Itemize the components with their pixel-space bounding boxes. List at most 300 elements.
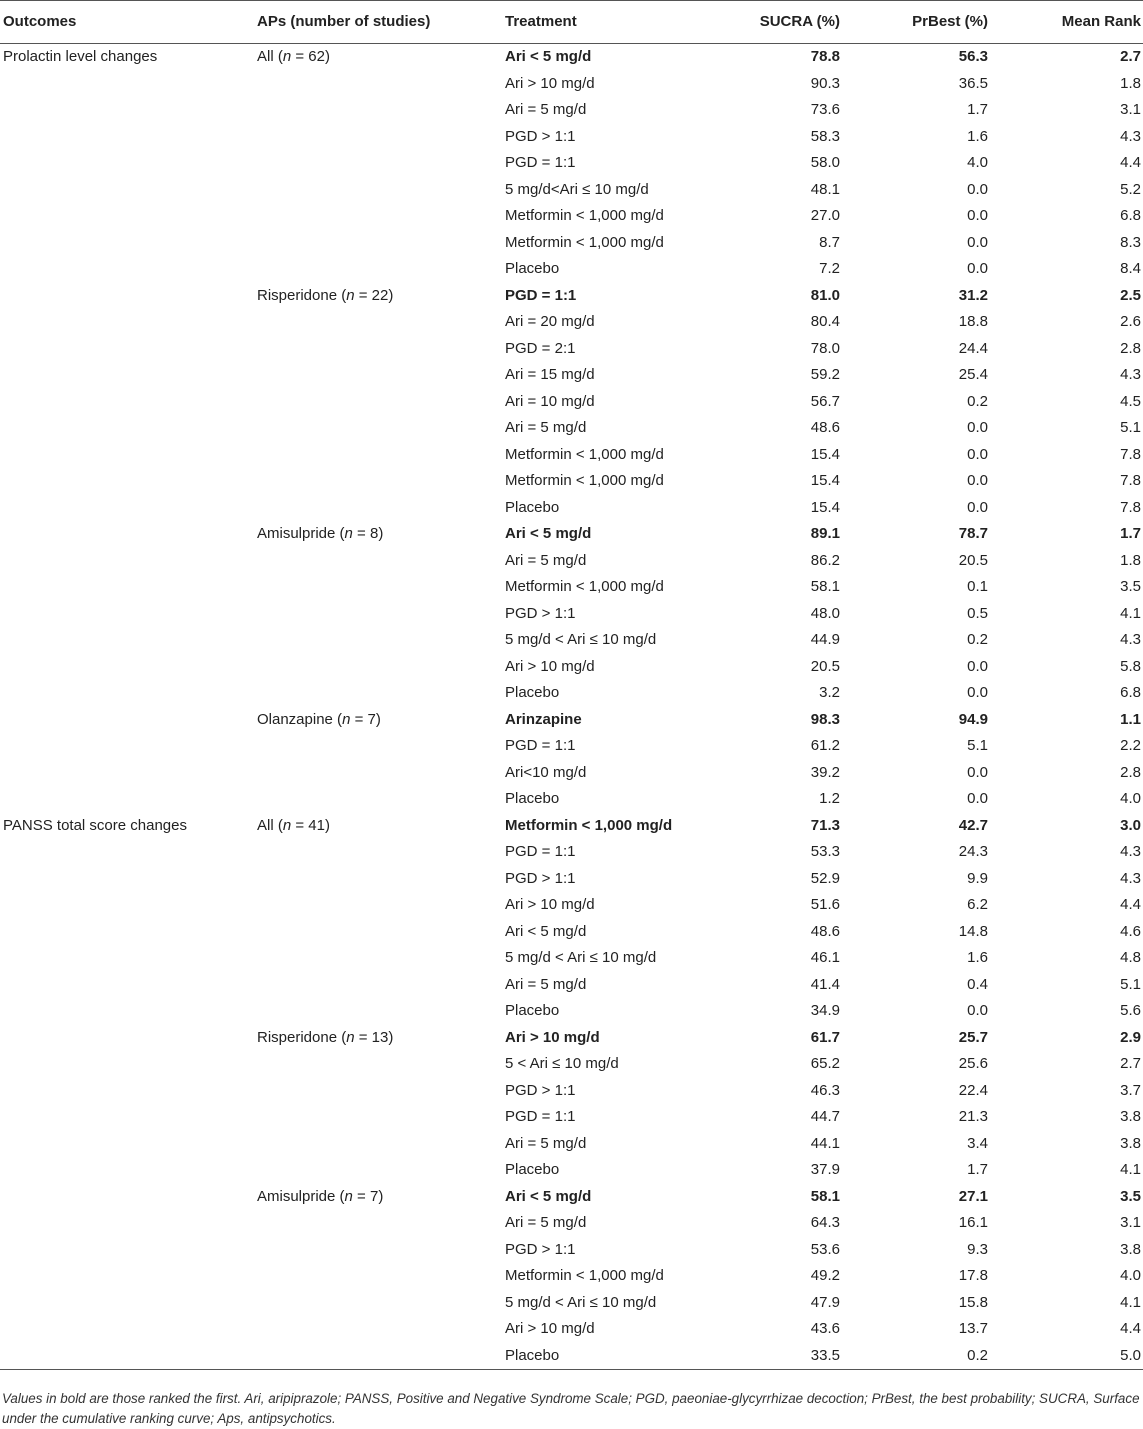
outcome-cell xyxy=(0,521,257,548)
prbest-cell: 14.8 xyxy=(958,922,988,940)
table-row xyxy=(0,150,1143,177)
prbest-cell: 0.5 xyxy=(967,604,988,622)
table-row xyxy=(0,945,1143,972)
sucra-cell: 58.1 xyxy=(810,1187,840,1205)
header-sucra: SUCRA (%) xyxy=(710,1,840,44)
ap-study-count: 22 xyxy=(371,286,389,304)
outcome-cell xyxy=(0,1078,257,1105)
table-body xyxy=(0,44,1143,1370)
ap-study-count: 13 xyxy=(371,1028,389,1046)
treatment-cell: Placebo xyxy=(505,1343,710,1370)
mean-rank-cell: 4.3 xyxy=(1120,843,1141,860)
table-row xyxy=(0,892,1143,919)
mean-rank-cell: 1.1 xyxy=(1120,710,1141,728)
treatment-cell: Metformin < 1,000 mg/d xyxy=(505,472,664,489)
ap-cell xyxy=(257,150,505,177)
prbest-cell: 15.8 xyxy=(958,1293,988,1311)
mean-rank-cell: 2.7 xyxy=(1120,1055,1141,1072)
ap-cell: Risperidone (n = 22) xyxy=(257,286,394,304)
ap-cell: All (n = 41) xyxy=(257,816,330,834)
mean-rank-cell: 2.6 xyxy=(1120,313,1141,330)
treatment-cell: Ari = 5 mg/d xyxy=(505,1134,587,1152)
treatment-cell: Ari = 20 mg/d xyxy=(505,313,595,330)
prbest-cell: 17.8 xyxy=(958,1267,988,1284)
outcome-cell xyxy=(0,442,257,469)
table-row xyxy=(0,601,1143,628)
table-row xyxy=(0,627,1143,654)
treatment-cell: Ari < 5 mg/d xyxy=(505,1187,592,1205)
prbest-cell: 1.6 xyxy=(967,949,988,966)
ap-study-count: 7 xyxy=(367,710,376,728)
treatment-cell: Ari = 5 mg/d xyxy=(505,551,587,569)
ap-name: All xyxy=(257,48,274,65)
treatment-cell: PGD = 1:1 xyxy=(505,737,576,754)
prbest-cell: 31.2 xyxy=(958,286,988,304)
sucra-cell: 56.7 xyxy=(810,392,840,410)
treatment-cell: PGD = 1:1 xyxy=(505,286,577,304)
ap-name: Olanzapine xyxy=(257,710,333,728)
treatment-cell: Placebo xyxy=(505,1002,560,1019)
table-row xyxy=(0,203,1143,230)
table-row xyxy=(0,256,1143,283)
prbest-cell: 9.3 xyxy=(967,1240,988,1258)
prbest-cell: 1.7 xyxy=(967,101,988,118)
ap-study-count: 62 xyxy=(308,48,325,65)
outcome-cell xyxy=(0,150,257,177)
treatment-cell: PGD = 1:1 xyxy=(505,843,576,860)
mean-rank-cell: 4.6 xyxy=(1120,922,1141,940)
prbest-cell: 24.4 xyxy=(958,339,988,357)
ap-cell xyxy=(257,627,505,654)
treatment-cell: Metformin < 1,000 mg/d xyxy=(505,816,673,834)
outcome-cell xyxy=(0,283,257,310)
sucra-cell: 15.4 xyxy=(810,472,840,489)
outcome-cell xyxy=(0,256,257,283)
prbest-cell: 36.5 xyxy=(958,74,988,92)
treatment-cell: Ari = 5 mg/d xyxy=(505,419,587,436)
sucra-cell: 48.6 xyxy=(810,419,840,436)
ap-cell xyxy=(257,1078,505,1105)
outcome-cell xyxy=(0,733,257,760)
treatment-cell: Placebo xyxy=(505,684,560,701)
table-row xyxy=(0,1104,1143,1131)
sucra-cell: 1.2 xyxy=(819,790,840,807)
sucra-cell: 48.0 xyxy=(810,604,840,622)
prbest-cell: 0.0 xyxy=(967,472,988,489)
prbest-cell: 0.0 xyxy=(967,1002,988,1019)
outcome-cell xyxy=(0,1290,257,1317)
sucra-cell: 15.4 xyxy=(810,445,840,463)
sucra-cell: 7.2 xyxy=(819,260,840,277)
prbest-cell: 1.7 xyxy=(967,1161,988,1178)
table-row xyxy=(0,283,1143,310)
table-row xyxy=(0,1184,1143,1211)
ap-cell xyxy=(257,654,505,681)
prbest-cell: 0.0 xyxy=(967,498,988,516)
ap-cell xyxy=(257,97,505,124)
mean-rank-cell: 4.4 xyxy=(1120,154,1141,171)
prbest-cell: 0.2 xyxy=(967,631,988,648)
prbest-cell: 25.4 xyxy=(958,366,988,383)
mean-rank-cell: 4.8 xyxy=(1120,949,1141,966)
treatment-cell: PGD = 1:1 xyxy=(505,154,576,171)
mean-rank-cell: 8.3 xyxy=(1120,233,1141,251)
sucra-cell: 52.9 xyxy=(810,869,840,887)
ap-cell: Amisulpride (n = 7) xyxy=(257,1187,384,1205)
prbest-cell: 1.6 xyxy=(967,127,988,145)
table-row xyxy=(0,44,1143,71)
table-row xyxy=(0,1131,1143,1158)
prbest-cell: 0.0 xyxy=(967,260,988,277)
outcome-cell xyxy=(0,177,257,204)
table-row xyxy=(0,124,1143,151)
treatment-cell: Ari = 5 mg/d xyxy=(505,975,587,993)
prbest-cell: 3.4 xyxy=(967,1134,988,1152)
outcome-cell xyxy=(0,760,257,787)
table-row xyxy=(0,389,1143,416)
ap-cell xyxy=(257,760,505,787)
table-row xyxy=(0,362,1143,389)
ap-name: Risperidone xyxy=(257,1028,338,1046)
sucra-cell: 44.1 xyxy=(810,1134,840,1152)
treatment-cell: 5 mg/d < Ari ≤ 10 mg/d xyxy=(505,949,657,966)
ap-cell xyxy=(257,1157,505,1184)
outcome-cell xyxy=(0,71,257,98)
table-row xyxy=(0,442,1143,469)
ap-cell xyxy=(257,919,505,946)
table-row xyxy=(0,813,1143,840)
mean-rank-cell: 7.8 xyxy=(1120,445,1141,463)
sucra-cell: 43.6 xyxy=(810,1320,840,1337)
treatment-cell: PGD = 1:1 xyxy=(505,1108,576,1125)
mean-rank-cell: 1.8 xyxy=(1120,551,1141,569)
table-row xyxy=(0,309,1143,336)
ap-cell xyxy=(257,256,505,283)
mean-rank-cell: 4.3 xyxy=(1120,127,1141,145)
prbest-cell: 27.1 xyxy=(958,1187,988,1205)
outcome-cell xyxy=(0,97,257,124)
mean-rank-cell: 5.1 xyxy=(1120,419,1141,436)
sucra-cell: 47.9 xyxy=(810,1293,840,1311)
outcome-cell xyxy=(0,495,257,522)
sucra-cell: 44.9 xyxy=(810,631,840,648)
prbest-cell: 0.0 xyxy=(967,445,988,463)
mean-rank-cell: 3.5 xyxy=(1120,578,1141,595)
outcome-cell xyxy=(0,707,257,734)
mean-rank-cell: 2.8 xyxy=(1120,763,1141,781)
ap-study-count: 41 xyxy=(308,816,325,834)
header-row xyxy=(0,1,1143,44)
outcome-cell xyxy=(0,1316,257,1343)
outcome-cell xyxy=(0,468,257,495)
ap-cell xyxy=(257,362,505,389)
table-row xyxy=(0,1316,1143,1343)
table-row xyxy=(0,495,1143,522)
ap-cell xyxy=(257,601,505,628)
mean-rank-cell: 3.1 xyxy=(1120,101,1141,118)
prbest-cell: 25.7 xyxy=(958,1028,988,1046)
treatment-cell: Ari > 10 mg/d xyxy=(505,657,595,675)
mean-rank-cell: 4.1 xyxy=(1120,1293,1141,1311)
mean-rank-cell: 2.5 xyxy=(1120,286,1141,304)
mean-rank-cell: 4.3 xyxy=(1120,366,1141,383)
outcome-cell xyxy=(0,1025,257,1052)
header-prbest: PrBest (%) xyxy=(840,1,988,44)
outcome-cell xyxy=(0,945,257,972)
mean-rank-cell: 3.1 xyxy=(1120,1214,1141,1231)
treatment-cell: Ari = 5 mg/d xyxy=(505,101,587,118)
ap-cell xyxy=(257,415,505,442)
mean-rank-cell: 2.8 xyxy=(1120,339,1141,357)
outcome-cell xyxy=(0,230,257,257)
table-row xyxy=(0,1025,1143,1052)
table-row xyxy=(0,786,1143,813)
treatment-cell: Metformin < 1,000 mg/d xyxy=(505,445,664,463)
prbest-cell: 94.9 xyxy=(958,710,988,728)
prbest-cell: 0.2 xyxy=(840,1343,988,1370)
ap-cell xyxy=(257,892,505,919)
sucra-cell: 46.3 xyxy=(810,1081,840,1099)
prbest-cell: 0.0 xyxy=(967,207,988,224)
mean-rank-cell: 3.8 xyxy=(1120,1108,1141,1125)
treatment-cell: Metformin < 1,000 mg/d xyxy=(505,207,664,224)
outcome-cell xyxy=(0,1210,257,1237)
ap-cell xyxy=(257,839,505,866)
sucra-cell: 59.2 xyxy=(810,366,840,383)
sucra-cell: 3.2 xyxy=(819,684,840,701)
treatment-cell: 5 mg/d < Ari ≤ 10 mg/d xyxy=(505,631,657,648)
outcome-cell xyxy=(0,972,257,999)
prbest-cell: 24.3 xyxy=(958,843,988,860)
treatment-cell: 5 < Ari ≤ 10 mg/d xyxy=(505,1055,619,1072)
ap-cell xyxy=(257,1237,505,1264)
mean-rank-cell: 2.9 xyxy=(1120,1028,1141,1046)
outcome-cell xyxy=(0,415,257,442)
treatment-cell: Placebo xyxy=(505,790,560,807)
ap-cell xyxy=(257,1316,505,1343)
sucra-cell: 58.0 xyxy=(810,154,840,171)
outcome-cell xyxy=(0,1263,257,1290)
mean-rank-cell: 5.6 xyxy=(1120,1002,1141,1019)
sucra-cell: 20.5 xyxy=(810,657,840,675)
prbest-cell: 9.9 xyxy=(967,869,988,887)
ap-cell xyxy=(257,786,505,813)
table-row xyxy=(0,760,1143,787)
treatment-cell: Ari > 10 mg/d xyxy=(505,1320,595,1337)
mean-rank-cell: 2.2 xyxy=(1120,737,1141,754)
table-row xyxy=(0,1237,1143,1264)
mean-rank-cell: 5.1 xyxy=(1120,975,1141,993)
prbest-cell: 20.5 xyxy=(958,551,988,569)
mean-rank-cell: 1.7 xyxy=(1120,525,1141,542)
sucra-cell: 33.5 xyxy=(710,1343,840,1370)
treatment-cell: Placebo xyxy=(505,498,560,516)
prbest-cell: 13.7 xyxy=(958,1320,988,1337)
outcome-cell xyxy=(0,839,257,866)
sucra-cell: 53.6 xyxy=(810,1240,840,1258)
ap-cell: Risperidone (n = 13) xyxy=(257,1028,394,1046)
sucra-cell: 89.1 xyxy=(810,525,840,542)
ap-cell: All (n = 62) xyxy=(257,48,330,65)
prbest-cell: 0.4 xyxy=(967,975,988,993)
prbest-cell: 78.7 xyxy=(958,525,988,542)
sucra-cell: 78.0 xyxy=(810,339,840,357)
prbest-cell: 0.0 xyxy=(967,419,988,436)
mean-rank-cell: 4.3 xyxy=(1120,869,1141,887)
outcome-cell xyxy=(0,998,257,1025)
table-row xyxy=(0,97,1143,124)
treatment-cell: Ari<10 mg/d xyxy=(505,763,587,781)
sucra-cell: 8.7 xyxy=(819,233,840,251)
treatment-cell: Placebo xyxy=(505,260,560,277)
ap-cell xyxy=(257,1210,505,1237)
prbest-cell: 0.0 xyxy=(967,180,988,198)
treatment-cell: Ari = 10 mg/d xyxy=(505,392,595,410)
ap-cell xyxy=(257,1051,505,1078)
ap-cell xyxy=(257,1104,505,1131)
ap-cell xyxy=(257,336,505,363)
prbest-cell: 0.0 xyxy=(967,233,988,251)
table-row xyxy=(0,1290,1143,1317)
ap-cell xyxy=(257,1290,505,1317)
prbest-cell: 0.0 xyxy=(967,790,988,807)
mean-rank-cell: 5.8 xyxy=(1120,657,1141,675)
outcome-cell xyxy=(0,919,257,946)
treatment-cell: PGD > 1:1 xyxy=(505,1240,576,1258)
prbest-cell: 42.7 xyxy=(958,816,988,834)
ap-cell xyxy=(257,1343,505,1370)
mean-rank-cell: 3.5 xyxy=(1120,1187,1141,1205)
sucra-cell: 39.2 xyxy=(810,763,840,781)
ap-cell xyxy=(257,680,505,707)
table-row xyxy=(0,998,1143,1025)
treatment-cell: Ari > 10 mg/d xyxy=(505,74,595,92)
treatment-cell: Ari > 10 mg/d xyxy=(505,896,595,913)
outcome-cell xyxy=(0,1343,257,1370)
mean-rank-cell: 4.1 xyxy=(1120,1161,1141,1178)
prbest-cell: 0.1 xyxy=(967,578,988,595)
sucra-cell: 90.3 xyxy=(810,74,840,92)
table-row xyxy=(0,839,1143,866)
ap-cell xyxy=(257,998,505,1025)
mean-rank-cell: 4.1 xyxy=(1120,604,1141,622)
ap-cell xyxy=(257,548,505,575)
mean-rank-cell: 6.8 xyxy=(1120,207,1141,224)
mean-rank-cell: 7.8 xyxy=(1120,498,1141,516)
ap-cell xyxy=(257,389,505,416)
ap-cell xyxy=(257,1131,505,1158)
treatment-cell: Metformin < 1,000 mg/d xyxy=(505,578,664,595)
outcome-cell xyxy=(0,1051,257,1078)
outcome-cell xyxy=(0,866,257,893)
ap-name: Amisulpride xyxy=(257,1187,336,1205)
table-row xyxy=(0,574,1143,601)
sucra-cell: 86.2 xyxy=(810,551,840,569)
sucra-cell: 81.0 xyxy=(810,286,840,304)
sucra-cell: 49.2 xyxy=(810,1267,840,1284)
ap-cell: Amisulpride (n = 8) xyxy=(257,525,384,542)
sucra-cell: 51.6 xyxy=(810,896,840,913)
sucra-cell: 78.8 xyxy=(810,48,840,65)
ap-cell xyxy=(257,468,505,495)
prbest-cell: 0.2 xyxy=(967,392,988,410)
ap-cell xyxy=(257,574,505,601)
mean-rank-cell: 4.4 xyxy=(1120,1320,1141,1337)
treatment-cell: 5 mg/d<Ari ≤ 10 mg/d xyxy=(505,180,649,198)
table-row xyxy=(0,548,1143,575)
outcome-cell xyxy=(0,601,257,628)
mean-rank-cell: 3.0 xyxy=(1120,816,1141,834)
outcome-cell xyxy=(0,203,257,230)
outcome-cell xyxy=(0,548,257,575)
table-row xyxy=(0,1051,1143,1078)
table-row xyxy=(0,654,1143,681)
treatment-cell: Ari = 15 mg/d xyxy=(505,366,595,383)
ap-name: All xyxy=(257,816,274,834)
treatment-cell: Placebo xyxy=(505,1161,560,1178)
sucra-cell: 48.6 xyxy=(810,922,840,940)
ap-cell xyxy=(257,71,505,98)
mean-rank-cell: 5.2 xyxy=(1120,180,1141,198)
prbest-cell: 22.4 xyxy=(958,1081,988,1099)
outcome-cell xyxy=(0,124,257,151)
sucra-cell: 41.4 xyxy=(810,975,840,993)
mean-rank-cell: 6.8 xyxy=(1120,684,1141,701)
sucra-cell: 80.4 xyxy=(810,313,840,330)
outcome-cell xyxy=(0,574,257,601)
prbest-cell: 0.0 xyxy=(967,763,988,781)
outcome-cell xyxy=(0,1131,257,1158)
treatment-cell: Ari < 5 mg/d xyxy=(505,922,587,940)
mean-rank-cell: 8.4 xyxy=(1120,260,1141,277)
sucra-cell: 71.3 xyxy=(810,816,840,834)
treatment-cell: PGD > 1:1 xyxy=(505,869,576,887)
table-row xyxy=(0,866,1143,893)
treatment-cell: Metformin < 1,000 mg/d xyxy=(505,1267,664,1284)
outcome-cell xyxy=(0,786,257,813)
prbest-cell: 16.1 xyxy=(958,1214,988,1231)
prbest-cell: 0.0 xyxy=(967,657,988,675)
table-row xyxy=(0,177,1143,204)
table-row xyxy=(0,972,1143,999)
header-treatment: Treatment xyxy=(505,1,710,44)
sucra-cell: 15.4 xyxy=(810,498,840,516)
mean-rank-cell: 3.7 xyxy=(1120,1081,1141,1099)
treatment-cell: 5 mg/d < Ari ≤ 10 mg/d xyxy=(505,1293,657,1311)
sucra-cell: 34.9 xyxy=(810,1002,840,1019)
table-row xyxy=(0,1078,1143,1105)
table-row xyxy=(0,919,1143,946)
treatment-cell: Metformin < 1,000 mg/d xyxy=(505,233,664,251)
ap-cell xyxy=(257,972,505,999)
treatment-cell: PGD > 1:1 xyxy=(505,604,576,622)
table-row xyxy=(0,71,1143,98)
ap-cell xyxy=(257,495,505,522)
treatment-cell: Ari = 5 mg/d xyxy=(505,1214,587,1231)
header-mean-rank: Mean Rank xyxy=(988,1,1143,44)
sucra-cell: 46.1 xyxy=(810,949,840,966)
ap-name: Risperidone xyxy=(257,286,338,304)
ap-cell xyxy=(257,442,505,469)
mean-rank-cell: 4.4 xyxy=(1120,896,1141,913)
mean-rank-cell: 4.0 xyxy=(1120,1267,1141,1284)
ap-study-count: 8 xyxy=(370,525,379,542)
outcome-cell xyxy=(0,654,257,681)
outcome-cell: Prolactin level changes xyxy=(3,48,158,65)
table-row xyxy=(0,1210,1143,1237)
prbest-cell: 5.1 xyxy=(967,737,988,754)
ap-study-count: 7 xyxy=(370,1187,379,1205)
